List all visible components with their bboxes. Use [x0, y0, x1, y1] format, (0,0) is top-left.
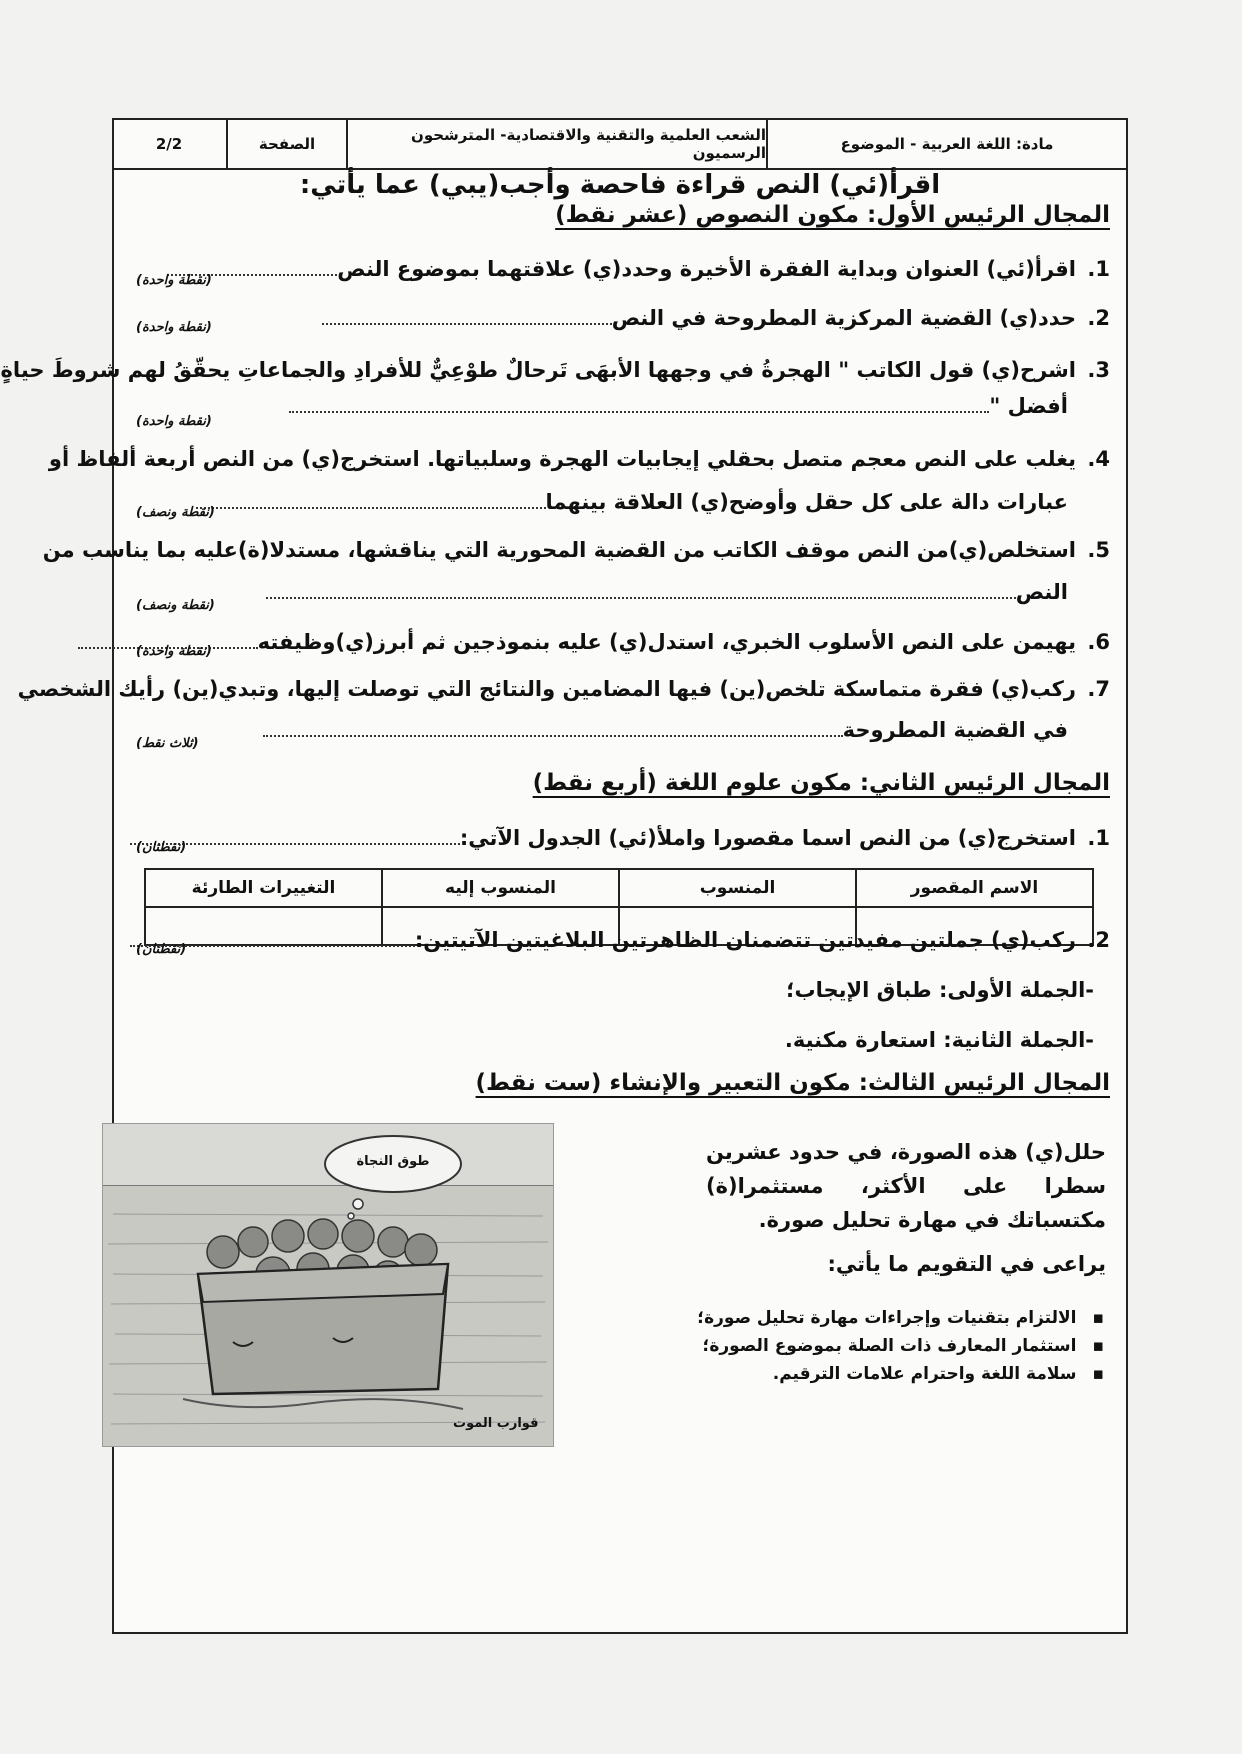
question-2: 2.حدد(ي) القضية المركزية المطروحة في النص — [322, 306, 1110, 330]
points-s2-q2: (نقطتان) — [136, 942, 187, 957]
header-table — [114, 120, 1126, 170]
expression-task: حلل(ي) هذه الصورة، في حدود عشرين سطرا على الأكثر، مستثمرا(ة) مكتسباتك في مهارة تحليل صورة. — [706, 1140, 1106, 1232]
question-4-cont: عبارات دالة على كل حقل وأوضح(ي) العلاقة بينهما — [196, 490, 1068, 514]
points-s2-q1: (نقطتان) — [136, 840, 187, 855]
points-q1: (نقطة واحدة) — [136, 273, 212, 288]
page-label-cell: الصفحة — [226, 120, 346, 168]
migrant-boat-image — [102, 1123, 554, 1447]
points-q6: (نقطة واحدة) — [136, 644, 212, 659]
criteria-item: ▪ سلامة اللغة واحترام علامات الترقيم. — [697, 1364, 1104, 1384]
criteria-item: ▪ الالتزام بتقنيات وإجراءات مهارة تحليل صورة؛ — [697, 1308, 1104, 1328]
question-6: 6.يهيمن على النص الأسلوب الخبري، استدل(ي) عليه بنموذجين ثم أبرز(ي)وظيفته — [78, 630, 1110, 654]
subject-cell: مادة: اللغة العربية - الموضوع — [766, 120, 1126, 168]
table-header: التغييرات الطارئة — [145, 869, 382, 907]
table-header: الاسم المقصور — [856, 869, 1093, 907]
criteria-list — [697, 1308, 1104, 1392]
instruction: اقرأ(ئي) النص قراءة فاحصة وأجب(يبي) عما يأتي: — [299, 170, 941, 200]
section1-title: المجال الرئيس الأول: مكون النصوص (عشر نقط) — [555, 202, 1110, 228]
question-5-cont: النص — [266, 580, 1068, 604]
question-5: 5.استخلص(ي)من النص موقف الكاتب من القضية المحورية التي يناقشها، مستدلا(ة)عليه بما يناسب من — [42, 538, 1110, 562]
sentence-2: -الجملة الثانية: استعارة مكنية. — [784, 1028, 1094, 1052]
table-header: المنسوب إليه — [382, 869, 619, 907]
question-7: 7.ركب(ي) فقرة متماسكة تلخص(ين) فيها المضامين والنتائج التي توصلت إليها، وتبدي(ين) رأيك الشخصي — [17, 677, 1110, 701]
question-7-cont: في القضية المطروحة — [263, 718, 1068, 742]
points-q5: (نقطة ونصف) — [136, 598, 215, 613]
section2-question-1: 1.استخرج(ي) من النص اسما مقصورا واملأ(ئي) الجدول الآتي: — [130, 826, 1110, 850]
exam-page — [0, 118, 1128, 1634]
section3-title: المجال الرئيس الثالث: مكون التعبير والإنشاء (ست نقط) — [475, 1070, 1110, 1096]
question-1: 1.اقرأ(ئي) العنوان وبداية الفقرة الأخيرة وحدد(ي) علاقتهما بموضوع النص — [167, 257, 1110, 281]
sentence-1: -الجملة الأولى: طباق الإيجاب؛ — [786, 978, 1094, 1002]
criteria-item: ▪ استثمار المعارف ذات الصلة بموضوع الصورة؛ — [697, 1336, 1104, 1356]
question-3: 3.اشرح(ي) قول الكاتب " الهجرةُ في وجهها الأبهَى تَرحالٌ طوْعِيٌّ للأفرادِ والجماعاتِ يحقّقُ لهم شروطَ حياةٍ — [0, 358, 1110, 382]
table-header: المنسوب — [619, 869, 856, 907]
section2-question-2: 2.ركب(ي) جملتين مفيدتين تتضمنان الظاهرتين البلاغيتين الآتيتين: — [130, 928, 1110, 952]
points-q4: (نقطة ونصف) — [136, 505, 215, 520]
question-3-cont: أفضل " — [289, 394, 1068, 418]
page-number-cell: 2/2 — [155, 135, 183, 153]
section2-title: المجال الرئيس الثاني: مكون علوم اللغة (أربع نقط) — [532, 770, 1110, 796]
criteria-title: يراعى في التقويم ما يأتي: — [827, 1252, 1106, 1276]
points-q7: (ثلاث نقط) — [136, 736, 199, 751]
points-q2: (نقطة واحدة) — [136, 320, 212, 335]
question-4: 4.يغلب على النص معجم متصل بحقلي إيجابيات الهجرة وسلبياتها. استخرج(ي) من النص أربعة ألفاظ أو — [48, 447, 1110, 471]
streams-cell: الشعب العلمية والتقنية والاقتصادية- المترشحون الرسميون — [346, 120, 766, 168]
points-q3: (نقطة واحدة) — [136, 414, 212, 429]
image-bubble-text: طوق النجاة — [356, 1154, 430, 1169]
image-caption: قوارب الموت — [453, 1416, 539, 1431]
